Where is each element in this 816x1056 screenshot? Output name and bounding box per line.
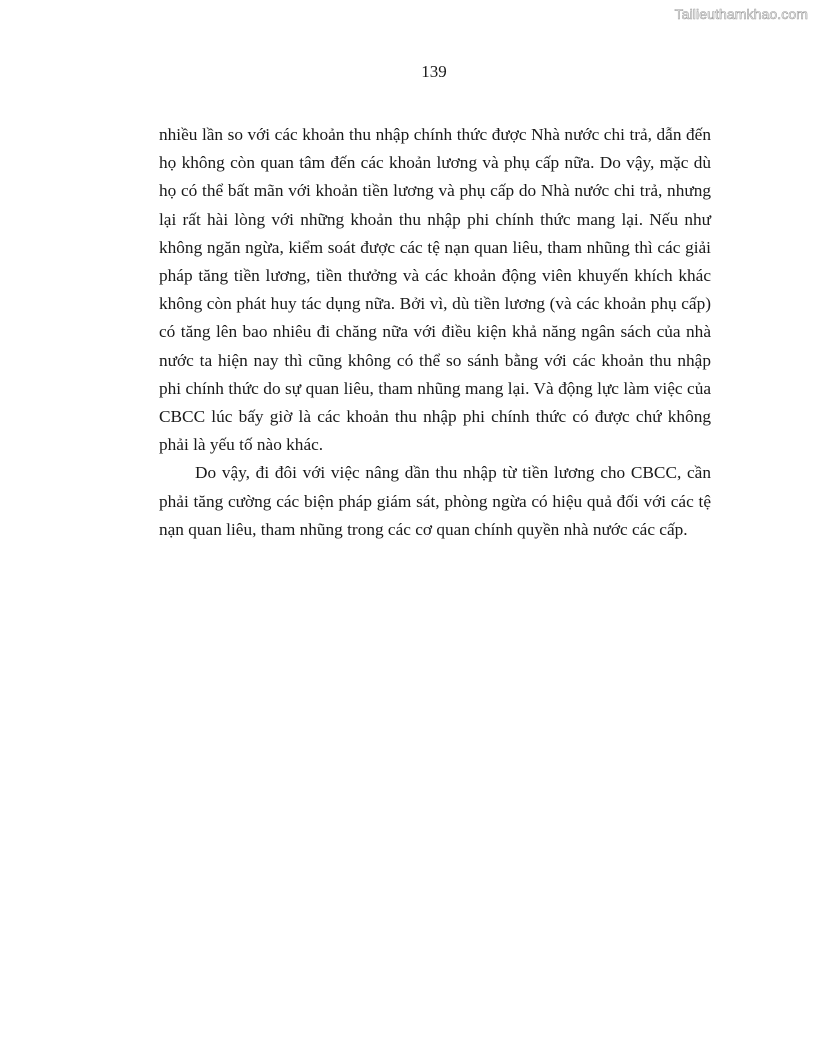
page-number: 139 (421, 62, 447, 81)
watermark: Tailieuthamkhao.com (674, 6, 808, 22)
paragraph: Do vậy, đi đôi với việc nâng dần thu nhập từ tiền lương cho CBCC, cần phải tăng cường các biện pháp giám sát, phòng ngừa có hiệu quả đối với các tệ nạn quan liêu, tham nhũng trong các cơ quan chính quyền nhà nước các cấp. (159, 463, 711, 539)
document-body (159, 121, 711, 544)
paragraph: nhiều lần so với các khoản thu nhập chính thức được Nhà nước chi trả, dẫn đến họ không còn quan tâm đến các khoản lương và phụ cấp nữa. Do vậy, mặc dù họ có thể bất mãn với khoản tiền lương và phụ cấp do Nhà nước chi trả, nhưng lại rất hài lòng với những khoản thu nhập phi chính thức mang lại. Nếu như không ngăn ngừa, kiểm soát được các tệ nạn quan liêu, tham nhũng thì các giải pháp tăng tiền lương, tiền thưởng và các khoản động viên khuyến khích khác không còn phát huy tác dụng nữa. Bởi vì, dù tiền lương (và các khoản phụ cấp) có tăng lên bao nhiêu đi chăng nữa với điều kiện khả năng ngân sách của nhà nước ta hiện nay thì cũng không có thể so sánh bằng với các khoản thu nhập phi chính thức do sự quan liêu, tham nhũng mang lại. Và động lực làm việc của CBCC lúc bấy giờ là các khoản thu nhập phi chính thức có được chứ không phải là yếu tố nào khác. (159, 125, 711, 455)
